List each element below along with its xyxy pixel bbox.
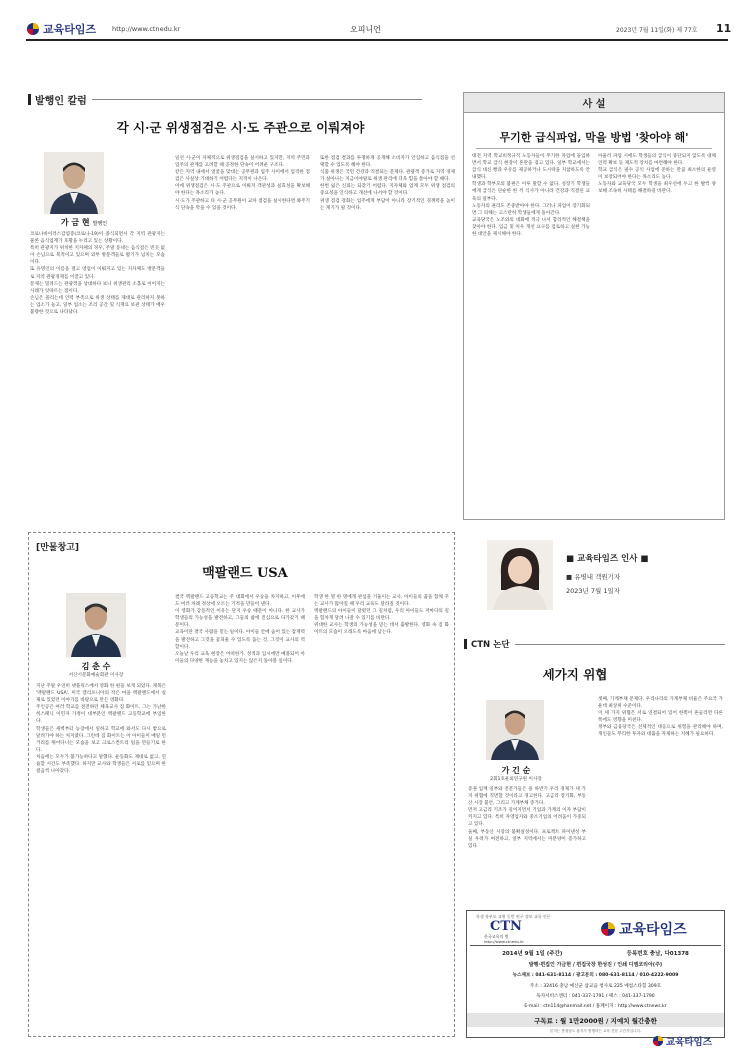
column2-body-col1 [36, 683, 166, 1031]
masthead-ctn-url[interactable]: http://www.ctnedu.kr [484, 939, 524, 944]
column-body-col3 [320, 155, 455, 385]
masthead-news-tel: 뉴스제보 : 041-631-8114 / 광고문의 : 080-631-8114 / 010-4222-9009 [512, 973, 679, 978]
masthead-ctn-sub: 한국교육의 벗 [484, 934, 509, 939]
column2-paragraph: 처음에는 모두가 불가능하다고 말했다. 운동화도 제대로 없고, 연습할 시간도 부족했다. 하지만 교사와 학생들은 서로를 믿으며 한 걸음씩 나아갔다. [36, 754, 166, 775]
ctn-paragraph: 셋째, 가계부채 문제다. 우리나라의 가계부채 비율은 주요국 가운데 최상위 수준이다. [598, 697, 723, 710]
header-url[interactable]: http://www.ctnedu.kr [112, 25, 181, 33]
ctn-author-photo [486, 700, 544, 760]
header-page-number: 11 [716, 22, 732, 35]
column-paragraph: 이에 위생점검은 시·도 주관으로 이뤄져 객관성과 실효성을 확보해야 한다는 목소리가 높다. [175, 184, 310, 197]
column2-body-col3 [314, 594, 449, 1031]
masthead-reg-number: 등록번호 충남, 다01378 [626, 951, 689, 957]
ctn-paragraph: 정부와 금융당국은 선제적인 대응으로 위험을 관리해야 하며, 개인들도 무리한 투자와 대출을 자제하는 지혜가 필요하다. [598, 725, 723, 738]
masthead-rule [470, 945, 721, 946]
header-brand: 교육타임즈 [43, 23, 97, 36]
column-label [28, 92, 87, 106]
ctn-paragraph: 둘째, 부동산 시장의 불확실성이다. 프로젝트 파이낸싱 부실 우려가 여전하고, 일부 지역에서는 미분양이 증가하고 있다. [468, 829, 586, 849]
column2-paragraph: 교육이란 결국 사람을 믿는 일이다. 아이들 안에 숨어 있는 잠재력을 발견하고 그것을 꽃피울 수 있도록 돕는 것, 그것이 교사의 역할이다. [175, 630, 305, 650]
editorial-label: 사 설 [582, 99, 606, 110]
header-date-issue: 2023년 7월 11일(화) 제 77호 [616, 27, 698, 34]
editorial-paragraph: 학생과 학부모의 불편은 이루 말할 수 없다. 성장기 학생들에게 급식은 단순한 한 끼 식사가 아니라 건강과 직결된 교육의 일부다. [472, 182, 590, 202]
column-label-marker [28, 94, 31, 105]
column2-author-name: 김 춘 수 [81, 661, 111, 671]
column-paragraph: 손님은 몰리는데 인력 부족으로 위생 상태를 제대로 관리하지 못하는 업소가 늘고, 일부 업소는 조리 공간 및 식재료 보관 상태가 매우 불량한 것으로 나타났다. [30, 295, 165, 316]
column-paragraph: 코로나바이러스감염증(코로나-19)이 종식되면서 각 지역 관광지는 물론 음식업계가 호황을 누리고 있는 상황이다. [30, 232, 165, 245]
staff-photo [487, 540, 553, 610]
masthead-subscription: 구독료 : 월 1만2000원 / 지예치 월간충한 [534, 1016, 657, 1025]
masthead-reg-row [470, 949, 721, 957]
ctn-body-col1 [468, 786, 586, 906]
ctn-body-col2 [598, 696, 723, 906]
masthead-slogan: 학생 학부모 교원 동반 연구 정보 교육 언론 [476, 914, 551, 919]
masthead-logo-area [472, 914, 720, 944]
column2-headline: 맥팔랜드 USA [202, 566, 288, 581]
ctn-logo-icon [600, 921, 616, 937]
column-paragraph: 위생 점검 강화는 업주에게 부담이 아니라 장기적인 경쟁력을 높이는 계기가 될 것이다. [320, 198, 455, 211]
author-portrait-icon [44, 152, 104, 214]
header-logo [26, 22, 96, 36]
ctn-label-marker [464, 639, 467, 649]
column-author-caption [40, 217, 128, 228]
header-rule [26, 39, 728, 41]
footer-brand: 교육타임즈 [666, 1037, 712, 1048]
masthead-footnote: 본지는 충청남도 잡지가 발행하는 교육 전문 주간지입니다. [549, 1029, 642, 1033]
masthead-staff-line: 발행·편집인 가금현 / 편집국장 한성진 / 인쇄 디엠코리아(주) [528, 962, 663, 968]
column2-paragraph: 결국 맥팔랜드 고등학교는 주 대회에서 우승을 차지하고, 이후에도 여러 차례 정상에 오르는 기적을 만들어 낸다. [175, 595, 305, 608]
column-paragraph: 식품 위생은 국민 건강과 직결되는 문제다. 관광객 증가로 지역 경제가 살아나는 지금이야말로 위생 관리에 더욱 힘을 쏟아야 할 때다. [320, 170, 455, 183]
ctn-author-name: 가 긴 순 [501, 765, 531, 775]
masthead-ctn-text: CTN [490, 919, 522, 934]
column2-paragraph: 이 영화가 감동적인 이유는 단지 우승 때문이 아니다. 한 교사가 학생들의 가능성을 발견하고, 그들의 삶에 진심으로 다가갔기 때문이다. [175, 609, 305, 629]
author-portrait-icon [486, 700, 544, 760]
column2-body-col2 [175, 594, 305, 1031]
column-body-col1 [30, 231, 165, 386]
editorial-paragraph: 교육당국은 노조와의 대화에 적극 나서 합리적인 해결책을 찾아야 한다. 임금 및 처우 개선 요구를 검토하고 실현 가능한 대안을 제시해야 한다. [472, 217, 590, 238]
page-header [26, 20, 732, 38]
editorial-rule [476, 148, 712, 149]
ctn-headline: 세가지 위협 [542, 667, 608, 682]
column-paragraph: 같은 지역 내에서 얼굴을 맞대는 공무원과 업주 사이에서 엄격한 점검은 사실상 기대하기 어렵다는 지적이 나온다. [175, 170, 310, 183]
masthead-brand: 교육타임즈 [619, 922, 687, 938]
column2-paragraph: 학생들은 새벽부터 농장에서 일하고 학교에 와서도 다시 밭으로 달려가야 하는 처지였다. 그런데 짐 화이트는 이 아이들이 매일 먼 거리를 뛰어다니는 모습을 보고 크로스컨트리 팀을 만들기로 한다. [36, 726, 166, 753]
column-paragraph: 또 유명인의 이름을 걸고 영업이 이뤄지고 있는 지자체도 방문객들로 지역 관광경제를 이끌고 있다. [30, 267, 165, 280]
editorial-headline: 무기한 급식파업, 막을 방법 '찾아야 해' [499, 131, 689, 144]
masthead-reader-service: 독자서비스센터 : 041-337-1791 / 팩스 : 041-337-1790 [536, 994, 655, 999]
ctn-logo-icon [26, 22, 40, 36]
editorial-header-band [464, 93, 724, 113]
masthead-brand-row [600, 919, 687, 939]
column-paragraph: 일선 시·군이 자체적으로 위생점검을 실시하고 있지만, 지역 주민과 업주의 관계를 고려할 때 공정한 단속이 어려운 구조다. [175, 156, 310, 169]
column-paragraph: 한번 잃은 신뢰는 되찾기 어렵다. 지자체와 업계 모두 위생 점검의 중요성을 인식하고 개선에 나서야 할 것이다. [320, 184, 455, 197]
ctn-label-text: CTN 논단 [471, 640, 510, 650]
author-portrait-icon [66, 593, 126, 657]
ctn-author-title: 2회1호운외연구원 이사장 [490, 777, 542, 782]
column-top-rule [92, 99, 422, 100]
editorial-paragraph: 대전 지역 학교비정규직 노동자들이 무기한 파업에 돌입하면서 학교 급식 현장이 혼란을 겪고 있다. 일부 학교에서는 급식 대신 빵과 우유를 제공하거나 도시락을 지참하도록 안내했다. [472, 154, 590, 181]
editorial-paragraph: 노동자와 교육당국 모두 학생을 최우선에 두고 한 발씩 양보해 조속히 사태를 해결하길 바란다. [598, 182, 716, 195]
column2-label: [만물창고] [36, 543, 80, 553]
column-paragraph: 시·도가 주관하고 타 시·군 공무원이 교차 점검을 실시한다면 봐주기식 단속을 막을 수 있을 것이다. [175, 198, 310, 211]
ctn-label [464, 638, 510, 650]
header-section: 오피니언 [350, 25, 381, 34]
column-paragraph: 특히 관광지가 위치한 지자체의 경우, 주말 동네는 음식점은 빈곳 없이 손님으로 북적이고 있으며 외부 방문객들로 활기가 넘치는 모습이다. [30, 246, 165, 266]
editorial-body-col2 [598, 153, 716, 515]
column2-paragraph: 오늘날 우리 교육 현장은 어떠한가. 성적과 입시에만 매몰되어 아이들의 다양한 재능을 놓치고 있지는 않은지 돌아볼 일이다. [175, 651, 305, 664]
editorial-paragraph: 학교 급식은 필수 공익 사업에 준하는 만큼 최소한의 운영이 보장되어야 한다는 목소리도 높다. [598, 168, 716, 181]
column2-author-title: 서산시문화예술회관 이사장 [68, 673, 124, 678]
column2-paragraph: 위대한 교사는 학생의 가능성을 믿는 데서 출발한다. 영화 속 짐 화이트의 모습이 오래도록 마음에 남는다. [314, 623, 449, 636]
staff-portrait-icon [487, 540, 553, 610]
column2-paragraph: 학생 한 명 한 명에게 관심을 기울이는 교사, 아이들의 꿈을 함께 꾸는 교사가 많아질 때 우리 교육도 달라질 것이다. [314, 595, 449, 608]
column-paragraph: 또한 점검 결과를 투명하게 공개해 소비자가 안심하고 음식점을 선택할 수 있도록 해야 한다. [320, 156, 455, 169]
ctn-logo-icon [652, 1035, 664, 1047]
masthead-email: E-mail : ctn114@hanmail.net / 홈페이지 : http://www.ctnews.kr [524, 1004, 667, 1009]
editorial-paragraph: 아울러 파업 시에도 학생들의 급식이 중단되지 않도록 대체 인력 확보 등 제도적 장치를 마련해야 한다. [598, 154, 716, 167]
masthead-address: 주소 : 32416 충남 예산군 삽교읍 청사로 225 예첨스타힐 309호 [529, 984, 662, 989]
column-author-title: 발행인 [92, 221, 108, 227]
editorial-body-col1 [472, 153, 590, 515]
column2-paragraph: 주인공은 여러 학교를 전전하던 체육교사 짐 화이트. 그는 가난한 히스패닉 이민자 가정이 대부분인 맥팔랜드 고등학교에 부임한다. [36, 705, 166, 725]
ctn-paragraph: 이 세 가지 위협은 서로 연결되어 있어 한쪽이 흔들리면 다른 쪽에도 영향을 미친다. [598, 711, 723, 724]
column-author-name: 가 금 현 [60, 217, 90, 227]
masthead-subscription-band [467, 1013, 724, 1027]
column-paragraph: 문제는 밀려드는 관광객을 상대하다 보니 위생관리 소홀로 이어지는 사례가 잇따르는 점이다. [30, 281, 165, 294]
column-body-col2 [175, 155, 310, 385]
masthead-reg-date: 2014년 9월 1일 (주간) [502, 951, 563, 957]
editorial-paragraph: 노동자의 권리도 존중받아야 한다. 그러나 파업이 장기화되면 그 피해는 고스란히 학생들에게 돌아간다. [472, 203, 590, 216]
column-headline: 각 시·군 위생점검은 시·도 주관으로 이뤄져야 [116, 120, 365, 135]
footer-logo [652, 1034, 712, 1048]
column2-author-photo [66, 593, 126, 657]
column-author-photo [44, 152, 104, 214]
ctn-top-rule [515, 644, 725, 645]
ctn-paragraph: 먼저 고금리 기조가 길어지면서 기업과 가계의 이자 부담이 커지고 있다. 특히 자영업자와 중소기업의 어려움이 가중되고 있다. [468, 808, 586, 828]
ctn-paragraph: 증권 업계 일부와 전문가들은 올 하반기 우리 경제가 세 가지 위협에 직면할 것이라고 경고한다. 고금리 장기화, 부동산 시장 불안, 그리고 가계부채 증가다. [468, 787, 586, 807]
column2-paragraph: 지난 주말 우연히 넷플릭스에서 영화 한 편을 보게 되었다. 제목은 '맥팔랜드 USA'. 미국 캘리포니아의 작은 마을 맥팔랜드에서 실제로 있었던 이야기를 바탕으로 만든 영화다. [36, 684, 166, 704]
staff-date: 2023년 7월 1일자 [566, 587, 621, 595]
column-label-text: 발행인 칼럼 [35, 95, 87, 107]
staff-label: ■ 교육타임즈 인사 ■ [566, 554, 649, 564]
staff-role: ■ 유병내 객원기자 [566, 573, 621, 581]
column2-paragraph: 맥팔랜드의 아이들이 달렸던 그 길처럼, 우리 아이들도 저마다의 길을 힘차게 달려 나갈 수 있기를 바란다. [314, 609, 449, 622]
